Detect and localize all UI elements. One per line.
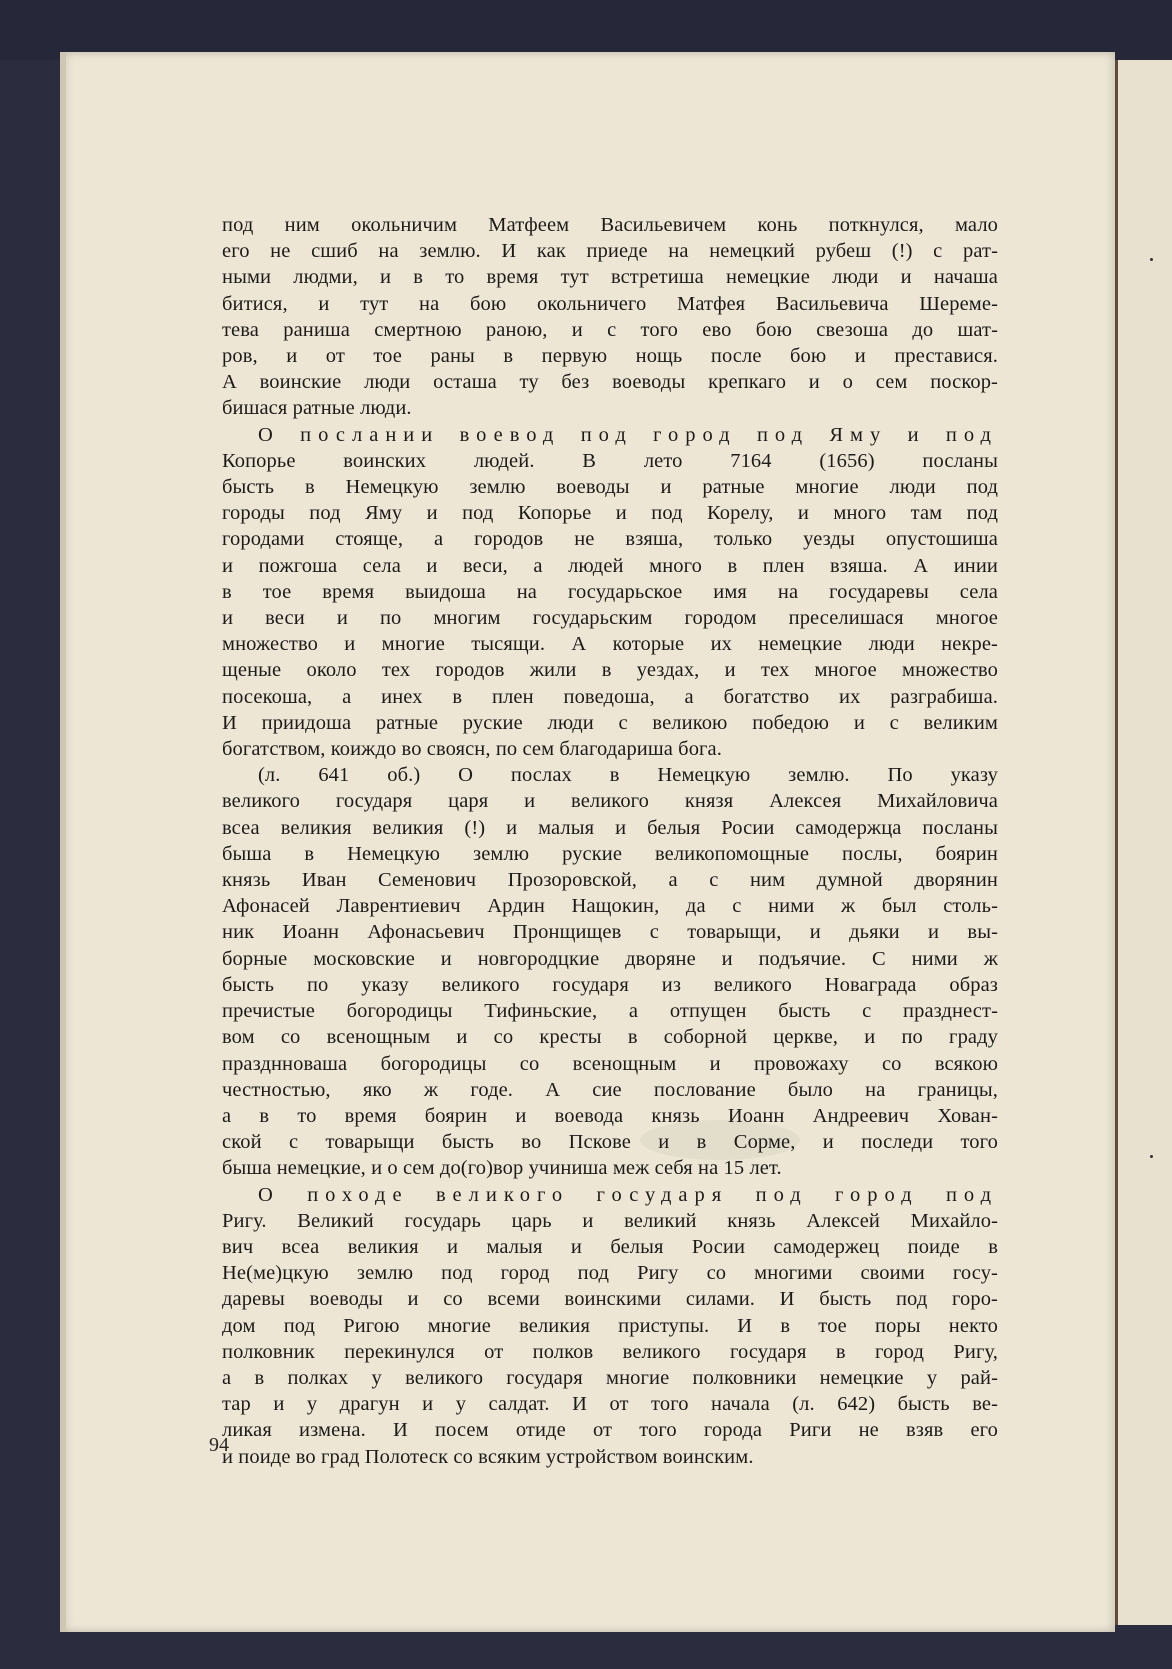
text-line: богатством, коиждо во своясн, по сем благодариша бога. (222, 738, 722, 761)
text-line: Не(ме)цкую землю под город под Ригу со многими своими госу- (222, 1262, 998, 1285)
section-heading-line (222, 1182, 998, 1208)
text-line: даревы воеводы и со всеми воинскими силами. И бысть под горо- (222, 1288, 998, 1311)
scanner-backdrop (0, 0, 1172, 60)
text-line: быша в Немецкую землю руские великопомощные послы, боярин (222, 842, 998, 865)
section-heading-line: (л. 641 об.) О послах в Немецкую землю. По указу (258, 764, 998, 787)
text-line: борные московские и новгородцкие дворяне и подъячие. С ними ж (222, 947, 998, 970)
adjacent-page-mark (1150, 258, 1153, 261)
text-line: быша немецкие, и о сем до(го)вор учиниша меж себя на 15 лет. (222, 1157, 782, 1180)
paragraph (222, 212, 998, 422)
paragraph (222, 1182, 998, 1470)
text-line: его не сшиб на землю. И как приеде на немецкий рубеш (!) с рат- (222, 240, 998, 263)
text-line: под ним окольничим Матфеем Васильевичем конь поткнулся, мало (222, 214, 998, 236)
text-line: ник Иоанн Афонасьевич Пронщищев с товарыщи, и дьяки и вы- (222, 921, 998, 944)
section-heading: О послании воевод под город под Яму и под (258, 423, 998, 446)
text-line: и пожгоша села и веси, а людей много в плен взяша. А инии (222, 554, 998, 577)
text-line: И приидоша ратные руские люди с великою победою и с великим (222, 711, 998, 734)
paragraph (222, 762, 998, 1181)
text-line: ской с товарыщи бысть во Пскове и в Сорме, и последи того (222, 1131, 998, 1154)
text-line: всеа великия великия (!) и малыя и белыя Росии самодержца посланы (222, 816, 998, 839)
body-text (222, 212, 998, 1470)
text-line: ными людми, и в то время тут встретиша немецкие люди и начаша (222, 266, 998, 289)
text-line: великого государя царя и великого князя Алексея Михайловича (222, 790, 998, 813)
text-line: празднноваша богородицы со всенощным и провожаху со всякою (222, 1052, 998, 1075)
paragraph (222, 422, 998, 763)
text-line: в тое время выидоша на государьское имя на государевы села (222, 580, 998, 603)
section-heading-line (222, 422, 998, 448)
text-line: Копорье воинских людей. В лето 7164 (1656) посланы (222, 449, 998, 472)
text-line: ликая измена. И посем отиде от того города Риги не взяв его (222, 1419, 998, 1442)
text-line: ров, и от тое раны в первую нощь после бою и преставися. (222, 345, 998, 368)
page-binding-edge (60, 52, 66, 1632)
text-line: и поиде во град Полотеск со всяким устройством воинским. (222, 1445, 754, 1468)
text-line: множество и многие тысящи. А которые их немецкие люди некре- (222, 633, 998, 656)
text-line: а в полках у великого государя многие полковники немецкие у рай- (222, 1366, 998, 1389)
text-line: городы под Яму и под Копорье и под Корелу, и много там под (222, 502, 998, 525)
text-line: бысть в Немецкую землю воеводы и ратные многие люди под (222, 476, 998, 499)
text-line: посекоша, а инех в плен поведоша, а богатство их разграбиша. (222, 685, 998, 708)
adjacent-page-edge (1115, 60, 1172, 1625)
text-line: тева раниша смертною раною, и с того ево бою свезоша до шат- (222, 318, 998, 341)
text-line: пречистые богородицы Тифиньские, а отпущен бысть с празднест- (222, 1000, 998, 1023)
page-number: 94 (209, 1434, 229, 1456)
text-line: честностью, яко ж годе. А сие послование было на границы, (222, 1078, 998, 1101)
text-line: щеные около тех городов жили в уездах, и тех многое множество (222, 659, 998, 682)
text-line: городами стояще, а городов не взяша, только уезды опустошиша (222, 528, 998, 551)
text-line: Афонасей Лаврентиевич Ардин Нащокин, да с ними ж был столь- (222, 895, 998, 918)
text-line: вич всеа великия и малыя и белыя Росии самодержец поиде в (222, 1235, 998, 1258)
text-line: А воинские люди осташа ту без воеводы крепкаго и о сем поскор- (222, 371, 998, 394)
text-line: Ригу. Великий государь царь и великий князь Алексей Михайло- (222, 1209, 998, 1232)
text-line: битися, и тут на бою окольничего Матфея Васильевича Шереме- (222, 292, 998, 315)
text-line: бишася ратные люди. (222, 397, 412, 420)
text-line: бысть по указу великого государя из великого Новаграда образ (222, 973, 998, 996)
adjacent-page-mark (1150, 1155, 1153, 1158)
text-line: полковник перекинулся от полков великого государя в город Ригу, (222, 1340, 998, 1363)
text-line: князь Иван Семенович Прозоровской, а с ним думной дворянин (222, 869, 998, 892)
text-line: тар и у драгун и у салдат. И от того начала (л. 642) бысть ве- (222, 1393, 998, 1416)
text-line: и веси и по многим государьским городом преселишася многое (222, 607, 998, 630)
text-line: дом под Ригою многие великия приступы. И в тое поры некто (222, 1314, 998, 1337)
text-line: а в то время боярин и воевода князь Иоанн Андреевич Хован- (222, 1104, 998, 1127)
section-heading: О походе великого государя под город под (258, 1183, 998, 1206)
text-line: вом со всенощным и со кресты в соборной церкве, и по граду (222, 1026, 998, 1049)
